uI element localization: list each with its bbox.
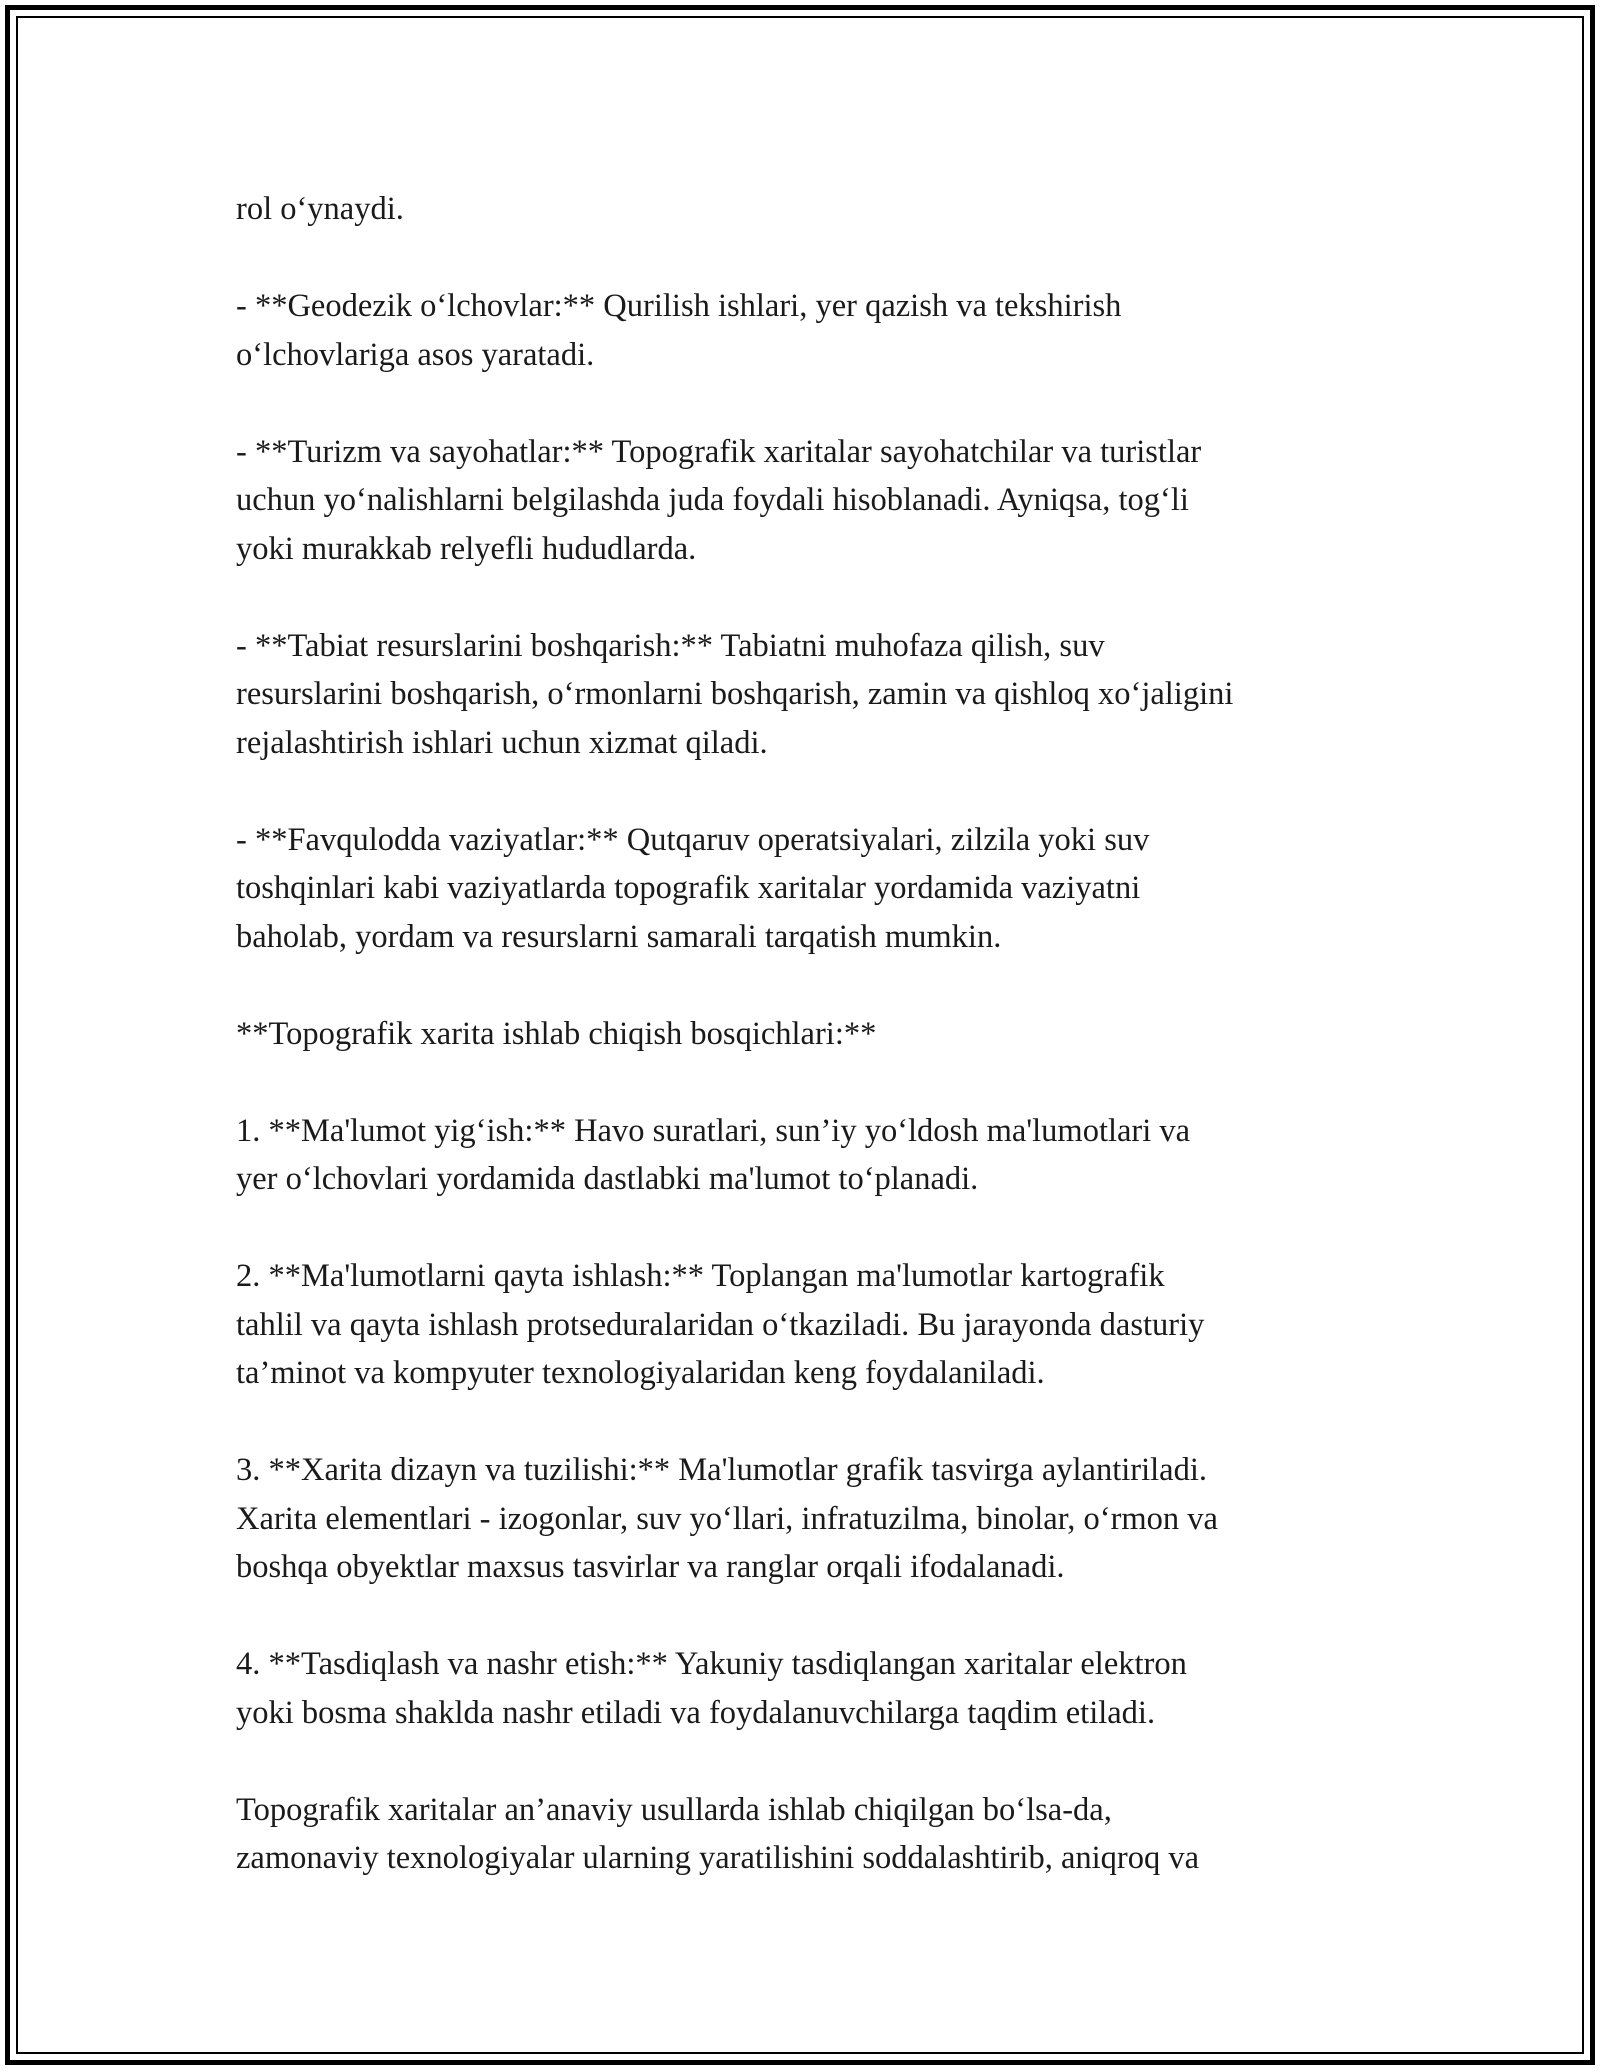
text-line: - **Tabiat resurslarini boshqarish:** Tabiatni muhofaza qilish, suv xyxy=(236,627,1105,664)
text-line: tahlil va qayta ishlash protseduralaridan o‘tkaziladi. Bu jarayonda dasturiy xyxy=(236,1306,1205,1343)
step-1-malumot-yigish xyxy=(236,1107,1386,1204)
text-line: Topografik xaritalar an’anaviy usullarda ishlab chiqilgan bo‘lsa-da, xyxy=(236,1791,1112,1828)
text-line: yer o‘lchovlari yordamida dastlabki ma'lumot to‘planadi. xyxy=(236,1161,979,1197)
text-line: ta’minot va kompyuter texnologiyalaridan keng foydalaniladi. xyxy=(236,1355,1045,1391)
step-3-xarita-dizayn xyxy=(236,1446,1386,1592)
paragraph-favqulodda-vaziyatlar xyxy=(236,816,1386,962)
text-line: 2. **Ma'lumotlarni qayta ishlash:** Toplangan ma'lumotlar kartografik xyxy=(236,1258,1165,1294)
text-line: resurslarini boshqarish, o‘rmonlarni boshqarish, zamin va qishloq xo‘jaligini xyxy=(236,676,1234,712)
text-line: toshqinlari kabi vaziyatlarda topografik xaritalar yordamida vaziyatni xyxy=(236,870,1141,906)
step-4-tasdiqlash xyxy=(236,1640,1386,1737)
text-line: rejalashtirish ishlari uchun xizmat qiladi. xyxy=(236,724,768,761)
text-line: - **Turizm va sayohatlar:** Topografik xaritalar sayohatchilar va turistlar xyxy=(236,433,1202,470)
text-line: boshqa obyektlar maxsus tasvirlar va ranglar orqali ifodalanadi. xyxy=(236,1549,1065,1585)
paragraph-turizm-va-sayohatlar xyxy=(236,428,1386,574)
text-line: **Topografik xarita ishlab chiqish bosqichlari:** xyxy=(236,1015,877,1052)
text-line: 1. **Ma'lumot yig‘ish:** Havo suratlari, sun’iy yo‘ldosh ma'lumotlari va xyxy=(236,1112,1191,1149)
text-line: yoki murakkab relyefli hududlarda. xyxy=(236,530,697,567)
paragraph-geodezik-olchovlar xyxy=(236,282,1386,379)
text-line: - **Favqulodda vaziyatlar:** Qutqaruv operatsiyalari, zilzila yoki suv xyxy=(236,821,1150,858)
text-line: rol o‘ynaydi. xyxy=(236,191,404,227)
text-line: baholab, yordam va resurslarni samarali tarqatish mumkin. xyxy=(236,918,1002,955)
text-line: 3. **Xarita dizayn va tuzilishi:** Ma'lumotlar grafik tasvirga aylantiriladi. xyxy=(236,1452,1207,1488)
paragraph-conclusion xyxy=(236,1786,1386,1883)
document-body xyxy=(236,185,1386,1883)
text-line: uchun yo‘nalishlarni belgilashda juda foydali hisoblanadi. Ayniqsa, tog‘li xyxy=(236,482,1189,518)
text-line: yoki bosma shaklda nashr etiladi va foydalanuvchilarga taqdim etiladi. xyxy=(236,1694,1156,1731)
text-line: zamonaviy texnologiyalar ularning yaratilishini soddalashtirib, aniqroq va xyxy=(236,1840,1200,1876)
text-line: Xarita elementlari - izogonlar, suv yo‘llari, infratuzilma, binolar, o‘rmon va xyxy=(236,1500,1218,1537)
text-line: 4. **Tasdiqlash va nashr etish:** Yakuniy tasdiqlangan xaritalar elektron xyxy=(236,1646,1187,1682)
text-line: - **Geodezik o‘lchovlar:** Qurilish ishlari, yer qazish va tekshirish xyxy=(236,288,1122,324)
text-line: o‘lchovlariga asos yaratadi. xyxy=(236,336,595,373)
paragraph-continuation xyxy=(236,185,1386,234)
section-heading-bosqichlar xyxy=(236,1010,1386,1059)
paragraph-tabiat-resurslari xyxy=(236,622,1386,768)
step-2-qayta-ishlash xyxy=(236,1252,1386,1398)
